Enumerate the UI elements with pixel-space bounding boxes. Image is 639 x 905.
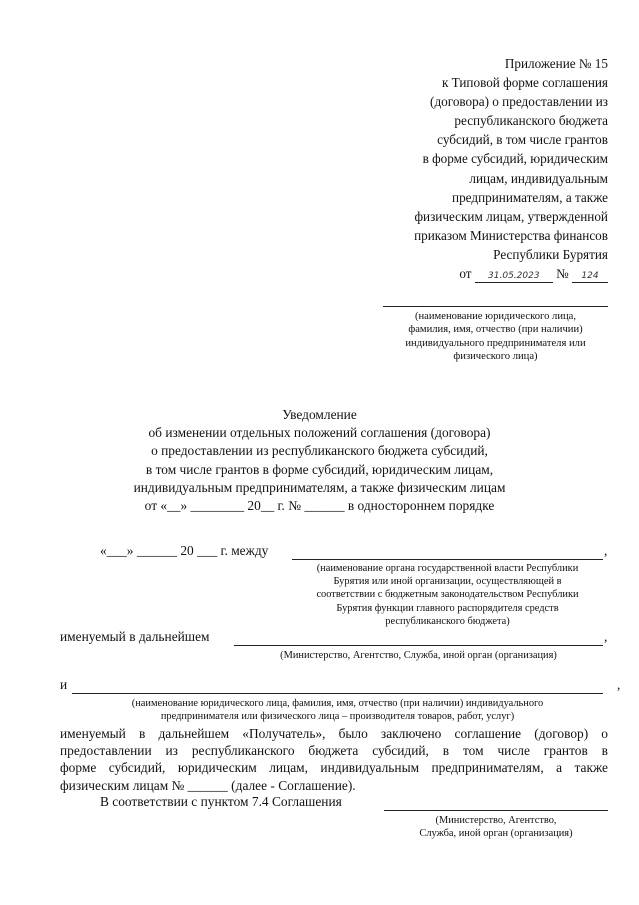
handwritten-number: 124: [572, 271, 608, 283]
caption-line: Бурятия или иной организации, осуществляющей в: [333, 576, 562, 588]
caption-line: Бурятия функции главного распорядителя средств: [336, 602, 559, 614]
hereinafter-caption: (Министерство, Агентство, Служба, иной орган (организация): [280, 650, 557, 661]
caption-line: физического лица): [453, 351, 538, 363]
appendix-line: субсидий, в том числе грантов: [437, 132, 608, 148]
appendix-line: физическим лицам, утвержденной: [414, 208, 608, 224]
appendix-line: республиканского бюджета: [454, 113, 608, 129]
appendix-line: Приложение № 15: [504, 56, 608, 71]
appendix-line: (договора) о предоставлении из: [430, 94, 608, 110]
appendix-line: лицам, индивидуальным: [469, 170, 608, 186]
accordance-caption: [384, 814, 608, 840]
trailing-comma: ,: [604, 629, 608, 644]
recipient-blank-line: [383, 306, 608, 307]
paragraph-line: предоставлении из республиканского бюджета субсидий, в том числе грантов в: [60, 743, 608, 759]
hereinafter-blank-line: [234, 645, 603, 646]
trailing-comma: ,: [604, 543, 608, 558]
caption-line: предпринимателя или физического лица – производителя товаров, работ, услуг): [160, 711, 515, 723]
agreement-paragraph: [60, 725, 608, 794]
notice-date-line: от «__» ________ 20__ г. № ______ в одностороннем порядке: [144, 498, 495, 514]
notice-heading: [60, 406, 579, 515]
notice-line: индивидуальным предпринимателям, а также физическим лицам: [133, 479, 506, 495]
order-date-number: [348, 264, 608, 283]
notice-line: о предоставлении из республиканского бюджета субсидий,: [151, 443, 488, 459]
caption-line: (наименование юридического лица, фамилия, имя, отчество (при наличии) индивидуального: [131, 698, 544, 709]
appendix-line: к Типовой форме соглашения: [441, 75, 608, 91]
party-blank-line: [72, 693, 603, 694]
from-label: от: [459, 266, 472, 282]
caption-line: Служба, иной орган (организация): [419, 828, 573, 840]
caption-line: индивидуального предпринимателя или: [405, 337, 586, 349]
trailing-comma: ,: [617, 677, 621, 692]
recipient-caption: [383, 310, 608, 364]
agreement-date-line: «___» ______ 20 ___ г. между: [100, 543, 269, 558]
hereinafter-label: именуемый в дальнейшем: [60, 629, 210, 644]
caption-line: республиканского бюджета): [385, 615, 510, 627]
paragraph-line: физическим лицам № ______ (далее - Соглашение).: [60, 777, 356, 793]
appendix-header: [348, 54, 608, 283]
caption-line: фамилия, имя, отчество (при наличии): [408, 324, 583, 336]
notice-line: в том числе грантов в форме субсидий, юридическим лицам,: [145, 461, 494, 477]
recipient-block: [383, 306, 608, 364]
appendix-line: предпринимателям, а также: [452, 189, 608, 205]
appendix-line: Республики Бурятия: [493, 246, 608, 262]
organ-caption: [292, 562, 603, 628]
handwritten-date: 31.05.2023: [475, 271, 553, 283]
notice-title: Уведомление: [282, 407, 357, 422]
caption-line: (Министерство, Агентство,: [435, 815, 557, 826]
and-label: и: [60, 677, 68, 692]
paragraph-line: именуемый в дальнейшем «Получатель», было заключено соглашение (договор) о: [60, 726, 608, 741]
party-caption: [72, 697, 603, 723]
number-label: №: [556, 266, 569, 282]
paragraph-line: форме субсидий, юридическим лицам, индивидуальным предпринимателям, а также: [60, 760, 608, 776]
appendix-line: в форме субсидий, юридическим: [422, 151, 608, 167]
notice-line: об изменении отдельных положений соглашения (договора): [148, 425, 491, 441]
caption-line: (наименование юридического лица,: [414, 311, 577, 322]
caption-line: (наименование органа государственной власти Республики: [316, 563, 579, 574]
organ-blank-line: [292, 559, 603, 560]
accordance-label: В соответствии с пунктом 7.4 Соглашения: [100, 794, 342, 809]
appendix-line: приказом Министерства финансов: [414, 227, 608, 243]
accordance-blank-line: [384, 810, 608, 811]
caption-line: соответствии с бюджетным законодательством Республики: [316, 589, 579, 601]
